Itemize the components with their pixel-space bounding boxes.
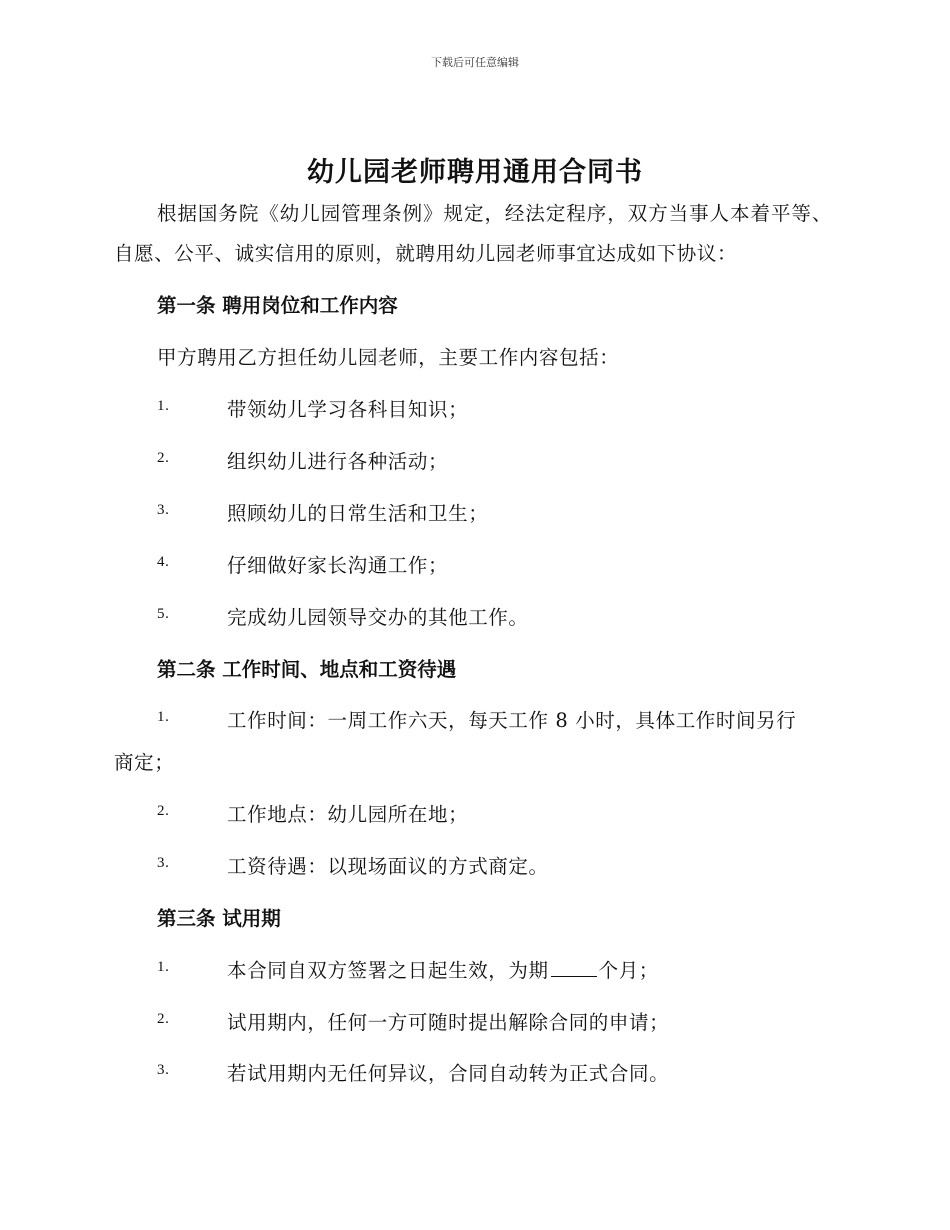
section-heading-2: 第二条 工作时间、地点和工资待遇 bbox=[157, 658, 457, 681]
list-item-text: 工资待遇：以现场面议的方式商定。 bbox=[227, 855, 549, 878]
page-header: 下载后可任意编辑 bbox=[431, 56, 519, 69]
list-item-number: 1. bbox=[157, 398, 170, 414]
list-item-text: 组织幼儿进行各种活动； bbox=[227, 450, 449, 473]
list-item-number: 2. bbox=[157, 1011, 170, 1027]
list-item-number: 5. bbox=[157, 606, 170, 622]
list-item-text: 完成幼儿园领导交办的其他工作。 bbox=[227, 606, 529, 629]
list-item-text-continuation: 商定； bbox=[114, 751, 175, 774]
list-item-number: 2. bbox=[157, 803, 170, 819]
list-item-text: 照顾幼儿的日常生活和卫生； bbox=[227, 502, 489, 525]
list-item-number: 1. bbox=[157, 959, 170, 975]
list-item-text-after-blank: 个月； bbox=[598, 959, 659, 982]
list-item-number: 2. bbox=[157, 450, 170, 466]
list-item-text: 试用期内，任何一方可随时提出解除合同的申请； bbox=[227, 1011, 670, 1034]
list-item-text: 工作地点：幼儿园所在地； bbox=[227, 803, 469, 826]
list-item-text-before-blank: 本合同自双方签署之日起生效，为期 bbox=[227, 959, 549, 982]
fill-in-blank bbox=[551, 958, 597, 977]
list-item-text: 工作时间：一周工作六天，每天工作 8 小时，具体工作时间另行 bbox=[227, 709, 797, 732]
list-item-text: 若试用期内无任何异议，合同自动转为正式合同。 bbox=[227, 1062, 670, 1085]
list-item-number: 3. bbox=[157, 1062, 170, 1078]
list-item-number: 4. bbox=[157, 554, 170, 570]
list-item-text: 带领幼儿学习各科目知识； bbox=[227, 398, 469, 421]
section-heading-1: 第一条 聘用岗位和工作内容 bbox=[157, 294, 398, 317]
list-item-number: 3. bbox=[157, 502, 170, 518]
intro-paragraph: 根据国务院《幼儿园管理条例》规定，经法定程序，双方当事人本着平等、自愿、公平、诚实信用的原则，就聘用幼儿园老师事宜达成如下协议： bbox=[114, 202, 832, 265]
list-item-number: 1. bbox=[157, 709, 170, 725]
document-title: 幼儿园老师聘用通用合同书 bbox=[307, 157, 643, 188]
section-heading-3: 第三条 试用期 bbox=[157, 907, 281, 930]
list-item bbox=[114, 705, 832, 795]
list-item-number: 3. bbox=[157, 855, 170, 871]
section-1-lead: 甲方聘用乙方担任幼儿园老师，主要工作内容包括： bbox=[157, 346, 620, 369]
list-item-text: 仔细做好家长沟通工作； bbox=[227, 554, 449, 577]
list-item-text bbox=[227, 955, 659, 983]
